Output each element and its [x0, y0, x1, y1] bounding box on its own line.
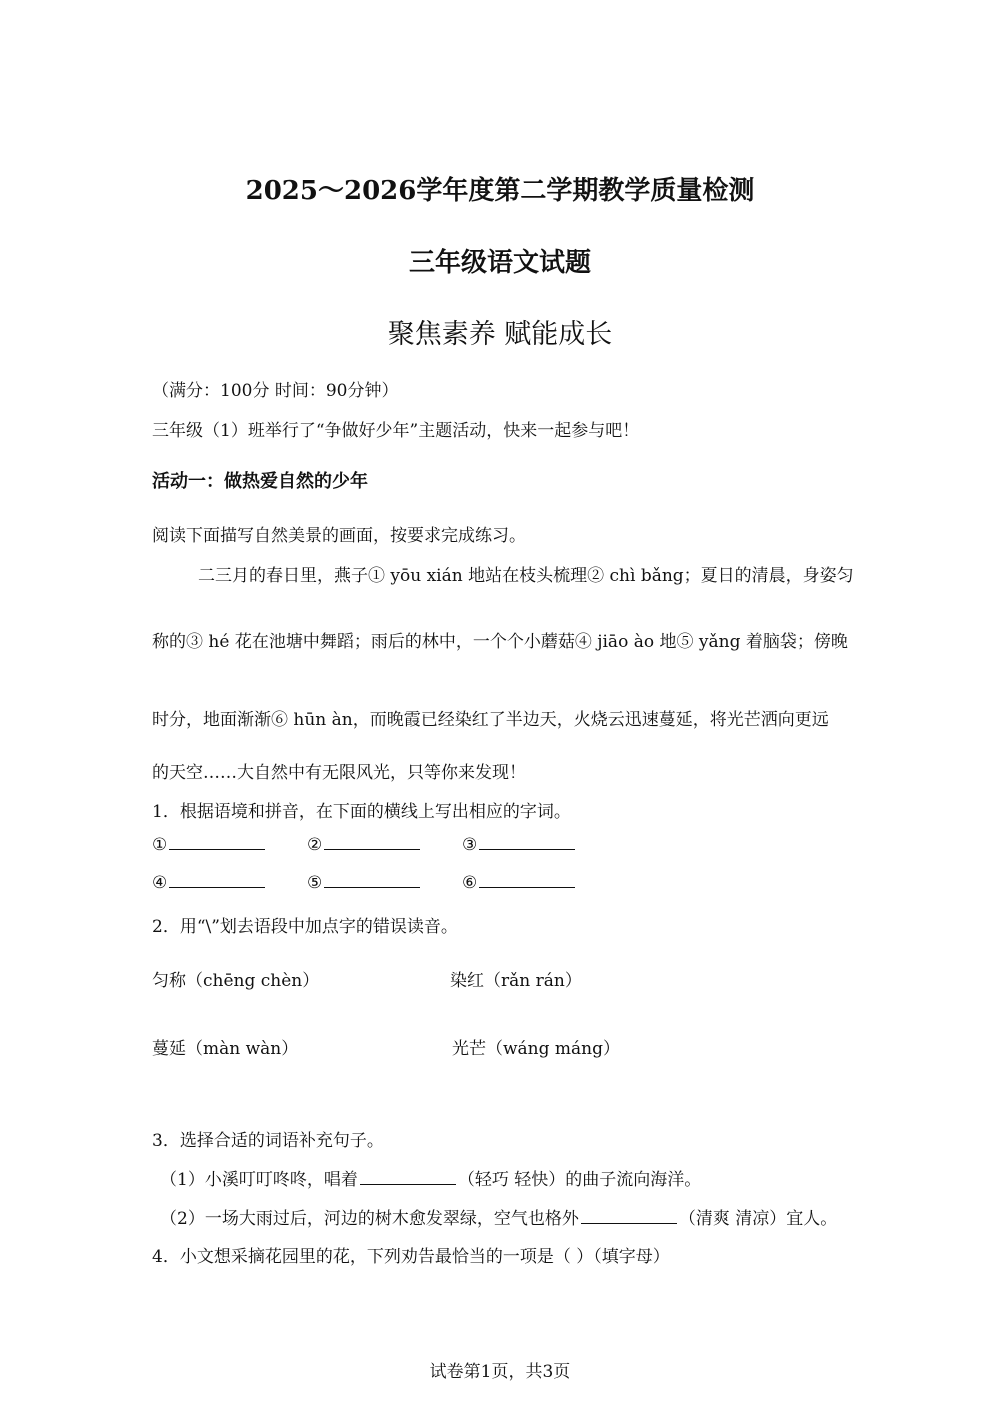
q2-pinyin-options[interactable]: （wáng máng）	[486, 1039, 621, 1059]
page-footer: 试卷第1页，共3页	[429, 1362, 571, 1382]
passage-line-1: 二三月的春日里，燕子① yōu xián 地站在枝头梳理② chì bǎng；夏日的清晨，身姿匀	[198, 566, 854, 586]
answer-blank[interactable]	[581, 1209, 677, 1224]
q2-pinyin-options[interactable]: （rǎn rán）	[484, 971, 582, 991]
q1-mark-2: ②	[307, 835, 323, 855]
score-time-line: （满分：100分 时间：90分钟）	[152, 381, 399, 401]
answer-blank[interactable]	[360, 1170, 456, 1185]
q1-answer-1[interactable]	[152, 835, 265, 855]
q1-answer-6[interactable]	[462, 873, 575, 893]
q2-word: 匀称	[152, 971, 186, 991]
exam-subtitle-grade: 三年级语文试题	[408, 248, 591, 278]
q2-pinyin-options[interactable]: （chēng chèn）	[186, 971, 320, 991]
q2-word: 蔓延	[152, 1039, 186, 1059]
q1-answer-3[interactable]	[462, 835, 575, 855]
q1-mark-6: ⑥	[462, 873, 478, 893]
q2-item-4[interactable]	[452, 1034, 620, 1059]
q1-answer-2[interactable]	[307, 835, 420, 855]
q1-mark-4: ④	[152, 873, 168, 893]
q3-sentence-2: （2）一场大雨过后，河边的树木愈发翠绿，空气也格外 （清爽 清凉）宜人。	[160, 1209, 838, 1229]
q1-mark-3: ③	[462, 835, 478, 855]
passage-line-3: 时分，地面渐渐⑥ hūn àn，而晚霞已经染红了半边天，火烧云迅速蔓延，将光芒洒向更远	[152, 710, 829, 730]
q1-mark-1: ①	[152, 835, 168, 855]
exam-slogan: 聚焦素养 赋能成长	[387, 319, 613, 350]
exam-title: 2025～2026学年度第二学期教学质量检测	[245, 176, 755, 206]
answer-blank[interactable]	[479, 835, 575, 850]
answer-blank[interactable]	[479, 873, 575, 888]
passage-line-2: 称的③ hé 花在池塘中舞蹈；雨后的林中，一个个小蘑菇④ jiāo ào 地⑤ yǎng 着脑袋；傍晚	[152, 632, 848, 652]
q1-mark-5: ⑤	[307, 873, 323, 893]
q2-item-1[interactable]	[152, 966, 319, 991]
q4-prompt: 4．小文想采摘花园里的花，下列劝告最恰当的一项是（ ）（填字母）	[152, 1247, 670, 1267]
answer-blank[interactable]	[169, 873, 265, 888]
answer-blank[interactable]	[324, 873, 420, 888]
q1-answer-5[interactable]	[307, 873, 420, 893]
q3-prompt: 3．选择合适的词语补充句子。	[152, 1131, 384, 1151]
q3-sentence-1: （1）小溪叮叮咚咚，唱着 （轻巧 轻快）的曲子流向海洋。	[160, 1170, 702, 1190]
intro-line: 三年级（1）班举行了“争做好少年”主题活动，快来一起参与吧！	[152, 421, 640, 441]
answer-blank[interactable]	[324, 835, 420, 850]
answer-blank[interactable]	[169, 835, 265, 850]
q2-prompt: 2．用“\”划去语段中加点字的错误读音。	[152, 917, 458, 937]
passage-line-4: 的天空……大自然中有无限风光，只等你来发现！	[152, 763, 526, 783]
q2-word: 染红	[450, 971, 484, 991]
q2-item-3[interactable]	[152, 1034, 298, 1059]
q1-answer-4[interactable]	[152, 873, 265, 893]
q1-prompt: 1．根据语境和拼音，在下面的横线上写出相应的字词。	[152, 802, 571, 822]
q2-item-2[interactable]	[450, 966, 582, 991]
q2-pinyin-options[interactable]: （màn wàn）	[186, 1039, 299, 1059]
activity1-instruction: 阅读下面描写自然美景的画面，按要求完成练习。	[152, 526, 526, 546]
activity1-heading: 活动一：做热爱自然的少年	[152, 471, 368, 492]
q2-word: 光芒	[452, 1039, 486, 1059]
